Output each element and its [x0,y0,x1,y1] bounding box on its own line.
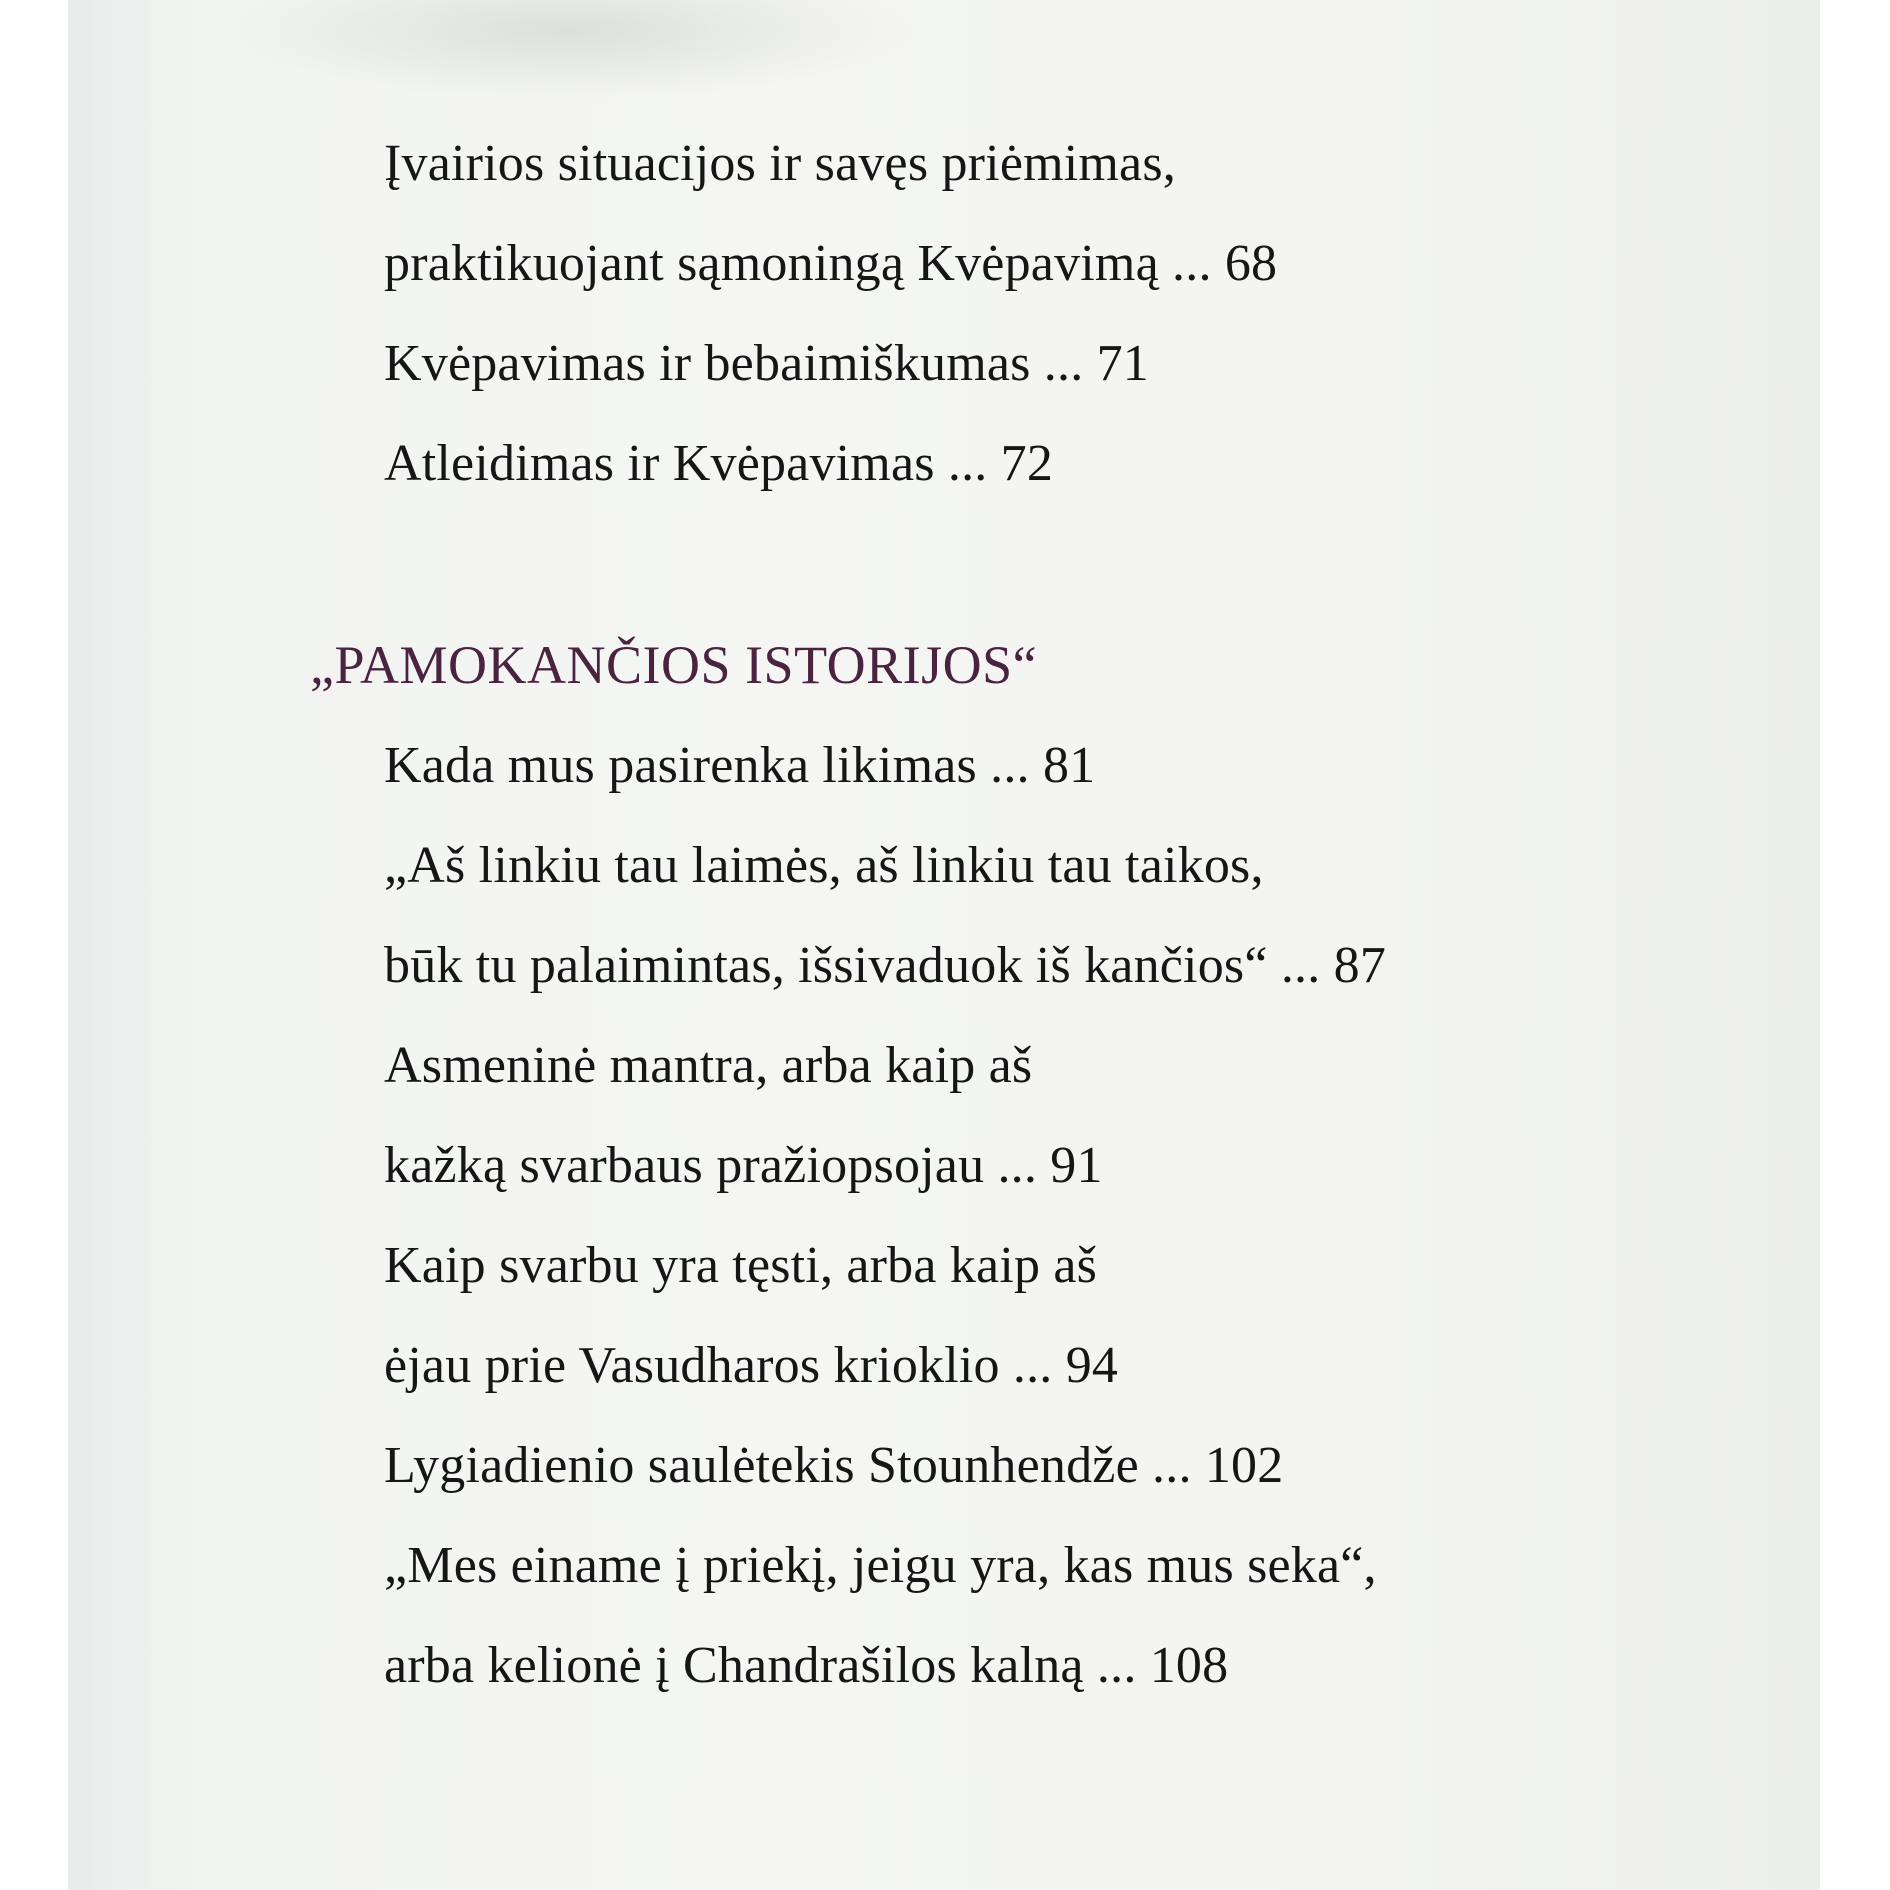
toc-entry: arba kelionė į Chandrašilos kalną ... 108 [384,1637,1229,1694]
toc-entry: Lygiadienio saulėtekis Stounhendže ... 102 [384,1437,1284,1494]
toc-entry: Kvėpavimas ir bebaimiškumas ... 71 [384,335,1149,392]
toc-entry: Kada mus pasirenka likimas ... 81 [384,737,1096,794]
toc-entry: praktikuojant sąmoningą Kvėpavimą ... 68 [384,235,1278,292]
toc-entry: Atleidimas ir Kvėpavimas ... 72 [384,435,1054,492]
toc-entry: ėjau prie Vasudharos krioklio ... 94 [384,1337,1119,1394]
toc-entry: būk tu palaimintas, išsivaduok iš kančios“ ... 87 [384,937,1387,994]
toc-entry: „Aš linkiu tau laimės, aš linkiu tau taikos, [384,837,1264,894]
toc-entry: Asmeninė mantra, arba kaip aš [384,1037,1033,1094]
table-of-contents [68,0,1820,1890]
toc-entry: „Mes einame į priekį, jeigu yra, kas mus seka“, [384,1537,1377,1594]
toc-entry: Kaip svarbu yra tęsti, arba kaip aš [384,1237,1098,1294]
book-page [68,0,1820,1890]
toc-entry: kažką svarbaus pražiopsojau ... 91 [384,1137,1103,1194]
toc-entry: Įvairios situacijos ir savęs priėmimas, [384,135,1176,192]
section-heading: „PAMOKANČIOS ISTORIJOS“ [310,635,1038,695]
